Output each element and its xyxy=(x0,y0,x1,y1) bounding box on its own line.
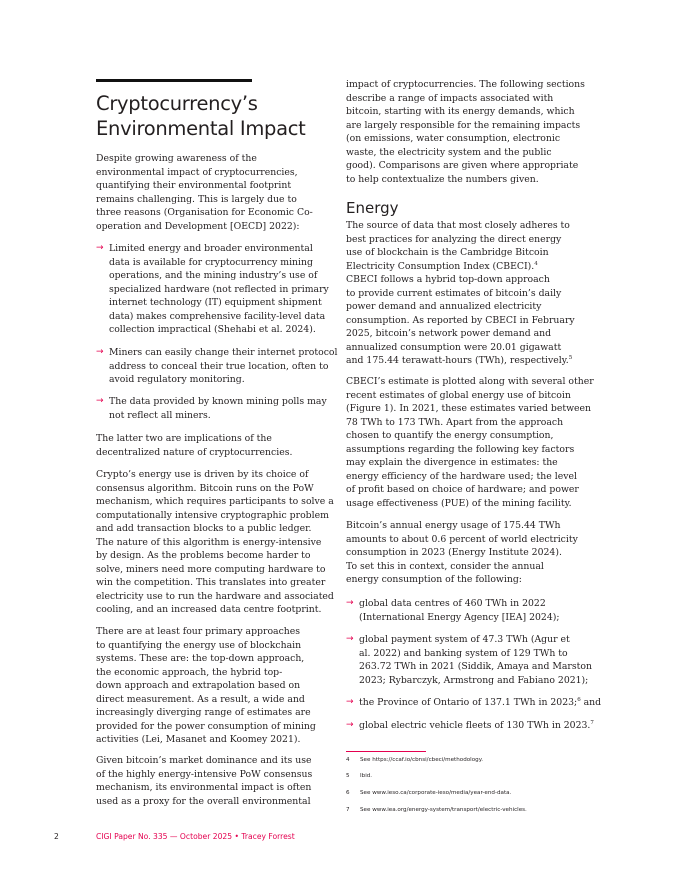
page-number: 2 xyxy=(54,832,59,841)
paragraph: The latter two are implications of the decentralized nature of cryptocurrencies. xyxy=(96,433,293,458)
arrow-bullet-icon: → xyxy=(346,697,354,707)
paragraph: Bitcoin’s annual energy usage of 175.44 TWh amounts to about 0.6 percent of world electricity consumption in 2023 (Energy Institute 2024). To set this in context, consider the annual energy consumption of the following: xyxy=(346,520,578,585)
paragraph: There are at least four primary approaches to quantifying the energy use of blockchain systems. These are: the top-down approach, the economic approach, the hybrid top- down approach and extrapolation based on direct measurement. As a result, a wide and increasingly diverging range of estimates are provided for the power consumption of mining activities (Lei, Masanet and Koomey 2021). xyxy=(96,626,316,745)
footnote: 7 See www.iea.org/energy-system/transport/electric-vehicles. xyxy=(346,807,527,813)
footnote-ref[interactable]: 7 xyxy=(590,720,594,726)
energy-heading: Energy xyxy=(346,199,399,217)
paragraph: Crypto’s energy use is driven by its choice of consensus algorithm. Bitcoin runs on the PoW mechanism, which requires participants to solve a computationally intensive cryptographic problem and add transaction blocks to a public ledger. The nature of this algorithm is energy-intensive by design. As the problems become harder to solve, miners need more computing hardware to win the competition. This translates into greater electricity use to run the hardware and associated cooling, and an increased data centre footprint. xyxy=(96,469,334,615)
arrow-bullet-icon: → xyxy=(346,720,354,730)
list-item: → Miners can easily change their internet protocol address to conceal their true location, often to avoid regulatory monitoring. xyxy=(96,347,338,385)
section-title: Cryptocurrency’s Environmental Impact xyxy=(96,92,306,140)
title-rule xyxy=(96,79,252,82)
intro-paragraph: Despite growing awareness of the environmental impact of cryptocurrencies, quantifying their environmental footprint remains challenging. This is largely due to three reasons (Organisation for Economic Co- operation and Development [OECD] 2022): xyxy=(96,153,313,232)
arrow-bullet-icon: → xyxy=(346,634,354,644)
list-item: → global electric vehicle fleets of 130 TWh in 2023.$^7$ xyxy=(346,720,594,731)
paragraph: Given bitcoin’s market dominance and its use of the highly energy-intensive PoW consensus mechanism, its environmental impact is often used as a proxy for the overall environmental xyxy=(96,755,313,807)
paragraph: impact of cryptocurrencies. The following sections describe a range of impacts associated with bitcoin, starting with its energy demands, which are largely responsible for the remaining impacts (on emissions, water consumption, electronic waste, the electricity system and the public good). Comparisons are given where appropriate to help contextualize the numbers given. xyxy=(346,79,585,185)
arrow-bullet-icon: → xyxy=(96,396,104,406)
footnote-ref[interactable]: 4 xyxy=(534,260,538,267)
paragraph: The source of data that most closely adheres to best practices for analyzing the direct energy use of blockchain is the Cambridge Bitcoin Electricity Consumption Index (CBECI).$^4$ CBECI follows a hybrid top-down approach to provide current estimates of bitcoin’s daily power demand and annualized electricity consumption. As reported by CBECI in February 2025, bitcoin’s network power demand and annualized consumption were 20.01 gigawatt and 175.44 terawatt-hours (TWh), respectively.$^5$ xyxy=(346,220,575,366)
list-item: → global payment system of 47.3 TWh (Agur et al. 2022) and banking system of 129 TWh to 263.72 TWh in 2021 (Siddik, Amaya and Marston 2023; Rybarczyk, Armstrong and Fabiano 2021); xyxy=(346,634,592,686)
paragraph: CBECI’s estimate is plotted along with several other recent estimates of global energy use of bitcoin (Figure 1). In 2021, these estimates varied between 78 TWh to 173 TWh. Apart from the approach chosen to quantify the energy consumption, assumptions regarding the following key factors may explain the divergence in estimates: the energy efficiency of the hardware used; the level of profit based on choice of hardware; and power usage effectiveness (PUE) of the mining facility. xyxy=(346,376,594,509)
footnote: 4 See https://ccaf.io/cbnsi/cbeci/methodology. xyxy=(346,757,483,763)
footnote-ref[interactable]: 6 xyxy=(577,697,581,703)
arrow-bullet-icon: → xyxy=(96,243,104,253)
list-item: → the Province of Ontario of 137.1 TWh in 2023;$^6$ and xyxy=(346,697,602,708)
footnote: 5 Ibid. xyxy=(346,773,373,779)
list-item: → global data centres of 460 TWh in 2022 (International Energy Agency [IEA] 2024); xyxy=(346,598,560,623)
list-item: → The data provided by known mining polls may not reflect all miners. xyxy=(96,396,327,421)
arrow-bullet-icon: → xyxy=(96,347,104,357)
footnote-ref[interactable]: 5 xyxy=(568,355,573,361)
footnote-rule xyxy=(346,751,426,752)
footnote: 6 See www.ieso.ca/corporate-ieso/media/year-end-data. xyxy=(346,790,512,796)
list-item: → Limited energy and broader environmental data is available for cryptocurrency mining operations, and the mining industry’s use of specialized hardware (not reflected in primary internet technology (IT) equipment shipment data) makes comprehensive facility-level data collection impractical (Shehabi et al. 2024). xyxy=(96,243,329,335)
arrow-bullet-icon: → xyxy=(346,598,354,608)
running-footer: CIGI Paper No. 335 — October 2025 • Tracey Forrest xyxy=(96,832,295,841)
